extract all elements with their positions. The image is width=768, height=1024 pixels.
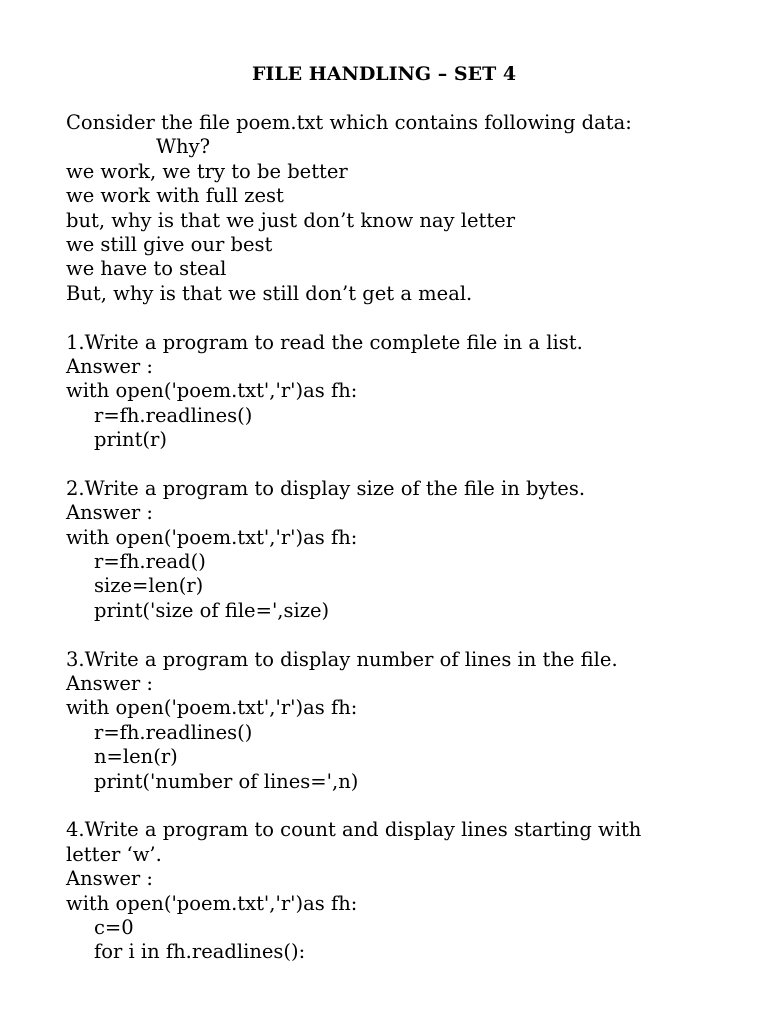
code-line: n=len(r) (94, 745, 178, 769)
answer-label: Answer : (66, 867, 153, 891)
code-line: print(r) (94, 428, 167, 452)
question-3: 3.Write a program to display number of lines in the file. (66, 647, 618, 671)
code-line: print('size of file=',size) (94, 598, 330, 622)
question-4-cont: letter ‘w’. (66, 842, 162, 866)
code-line: for i in fh.readlines(): (94, 940, 306, 964)
code-line: r=fh.readlines() (94, 720, 253, 744)
poem-line: but, why is that we just don’t know nay letter (66, 208, 516, 232)
answer-label: Answer : (66, 354, 153, 378)
answer-label: Answer : (66, 501, 153, 525)
question-1: 1.Write a program to read the complete file in a list. (66, 330, 583, 354)
poem-line: we still give our best (66, 232, 273, 256)
question-4: 4.Write a program to count and display lines starting with (66, 818, 642, 842)
poem-line: we work with full zest (66, 184, 284, 208)
code-line: with open('poem.txt','r')as fh: (66, 525, 358, 549)
code-line: r=fh.readlines() (94, 403, 253, 427)
poem-heading: Why? (156, 135, 211, 159)
page-title: FILE HANDLING – SET 4 (251, 63, 517, 85)
code-line: with open('poem.txt','r')as fh: (66, 696, 358, 720)
code-line: print('number of lines=',n) (94, 769, 359, 793)
intro-text: Consider the file poem.txt which contains following data: (66, 111, 632, 134)
code-line: r=fh.read() (94, 550, 206, 574)
poem-line: we have to steal (66, 257, 227, 281)
code-line: c=0 (94, 915, 134, 939)
poem-line: we work, we try to be better (66, 159, 348, 183)
code-line: size=len(r) (94, 574, 204, 598)
code-line: with open('poem.txt','r')as fh: (66, 379, 358, 403)
document-body (66, 111, 716, 965)
answer-label: Answer : (66, 671, 153, 695)
question-2: 2.Write a program to display size of the file in bytes. (66, 476, 586, 500)
code-line: with open('poem.txt','r')as fh: (66, 891, 358, 915)
poem-line: But, why is that we still don’t get a meal. (66, 281, 473, 305)
